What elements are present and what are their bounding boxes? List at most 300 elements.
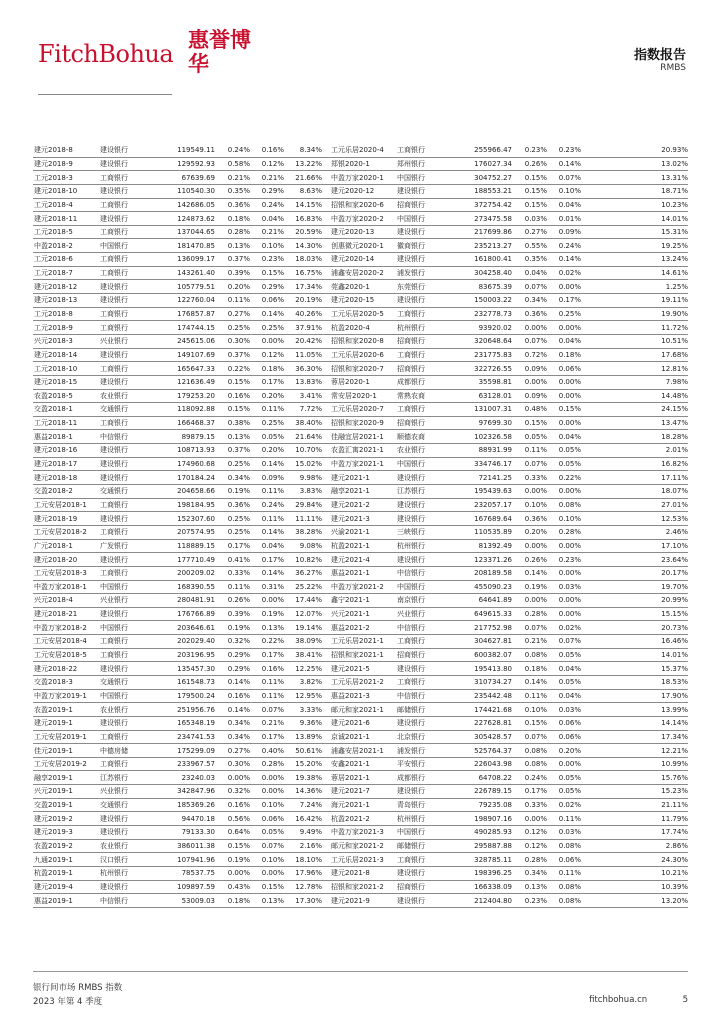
right-bank-name-cell: 建设银行 <box>396 785 456 799</box>
left-deal-name-cell: 中盈万家2019-1 <box>33 689 99 703</box>
right-balance-cell: 81392.49 <box>456 539 512 553</box>
right-rate-a-cell: 0.33% <box>512 798 547 812</box>
left-rate-b-cell: 0.18% <box>250 362 284 376</box>
left-bank-name-cell: 杭州银行 <box>99 866 159 880</box>
left-bank-name-cell: 广发银行 <box>99 539 159 553</box>
left-bank-name-cell: 中国银行 <box>99 580 159 594</box>
right-bank-name-cell: 建设银行 <box>396 294 456 308</box>
right-bank-name-cell: 中国银行 <box>396 580 456 594</box>
right-balance-cell: 304258.40 <box>456 266 512 280</box>
left-balance-cell: 143261.40 <box>159 266 215 280</box>
page-number: 5 <box>682 995 688 1005</box>
right-balance-cell: 110535.89 <box>456 525 512 539</box>
left-deal-name-cell: 工元2018-11 <box>33 416 99 430</box>
left-bank-name-cell: 兴业银行 <box>99 785 159 799</box>
left-rate-c-cell: 17.34% <box>284 280 322 294</box>
left-rate-b-cell: 0.14% <box>250 457 284 471</box>
right-rate-b-cell: 0.00% <box>547 321 581 335</box>
right-balance-cell: 64641.89 <box>456 594 512 608</box>
right-rate-b-cell: 0.02% <box>547 798 581 812</box>
left-bank-name-cell: 建设银行 <box>99 294 159 308</box>
left-bank-name-cell: 中信银行 <box>99 894 159 908</box>
right-rate-b-cell: 0.11% <box>547 812 581 826</box>
right-deal-name-cell: 蓉居2020-1 <box>330 375 396 389</box>
left-deal-name-cell: 建元2018-14 <box>33 348 99 362</box>
right-rate-b-cell: 0.04% <box>547 430 581 444</box>
column-gap <box>322 880 330 894</box>
left-deal-name-cell: 建元2018-16 <box>33 444 99 458</box>
right-rate-b-cell: 0.08% <box>547 839 581 853</box>
left-deal-name-cell: 建元2019-1 <box>33 716 99 730</box>
right-rate-b-cell: 0.10% <box>547 512 581 526</box>
left-bank-name-cell: 兴业银行 <box>99 594 159 608</box>
right-balance-cell: 235442.48 <box>456 689 512 703</box>
left-bank-name-cell: 农业银行 <box>99 389 159 403</box>
right-rate-a-cell: 0.72% <box>512 348 547 362</box>
left-balance-cell: 185369.26 <box>159 798 215 812</box>
table-row <box>33 635 688 649</box>
left-balance-cell: 135457.30 <box>159 662 215 676</box>
right-deal-name-cell: 杭盈2020-4 <box>330 321 396 335</box>
right-rate-b-cell: 0.25% <box>547 307 581 321</box>
table-row <box>33 798 688 812</box>
left-bank-name-cell: 建设银行 <box>99 184 159 198</box>
right-rate-c-cell: 15.31% <box>581 225 688 239</box>
right-bank-name-cell: 平安银行 <box>396 757 456 771</box>
left-rate-b-cell: 0.23% <box>250 253 284 267</box>
left-bank-name-cell: 工商银行 <box>99 307 159 321</box>
right-rate-b-cell: 0.23% <box>547 144 581 157</box>
right-rate-a-cell: 0.08% <box>512 744 547 758</box>
right-rate-c-cell: 14.01% <box>581 212 688 226</box>
left-rate-a-cell: 0.16% <box>215 389 250 403</box>
right-deal-name-cell: 招银和家2020-6 <box>330 198 396 212</box>
right-balance-cell: 150003.22 <box>456 294 512 308</box>
right-bank-name-cell: 成都银行 <box>396 771 456 785</box>
table-row <box>33 785 688 799</box>
left-rate-b-cell: 0.10% <box>250 798 284 812</box>
right-rate-c-cell: 20.17% <box>581 566 688 580</box>
left-rate-b-cell: 0.40% <box>250 744 284 758</box>
right-bank-name-cell: 中信银行 <box>396 689 456 703</box>
right-deal-name-cell: 惠益2021-1 <box>330 566 396 580</box>
right-rate-b-cell: 0.09% <box>547 225 581 239</box>
left-rate-c-cell: 38.41% <box>284 648 322 662</box>
right-bank-name-cell: 建设银行 <box>396 553 456 567</box>
right-rate-a-cell: 0.55% <box>512 239 547 253</box>
left-rate-a-cell: 0.37% <box>215 348 250 362</box>
left-balance-cell: 105779.51 <box>159 280 215 294</box>
table-row <box>33 184 688 198</box>
left-balance-cell: 234741.53 <box>159 730 215 744</box>
left-rate-c-cell: 11.05% <box>284 348 322 362</box>
right-rate-c-cell: 1.25% <box>581 280 688 294</box>
right-rate-a-cell: 0.33% <box>512 471 547 485</box>
left-rate-c-cell: 20.42% <box>284 334 322 348</box>
left-deal-name-cell: 建元2018-18 <box>33 471 99 485</box>
left-deal-name-cell: 建元2018-19 <box>33 512 99 526</box>
left-bank-name-cell: 工商银行 <box>99 171 159 185</box>
left-balance-cell: 168390.55 <box>159 580 215 594</box>
left-rate-c-cell: 19.14% <box>284 621 322 635</box>
right-rate-b-cell: 0.03% <box>547 703 581 717</box>
left-deal-name-cell: 建元2018-8 <box>33 144 99 157</box>
left-rate-c-cell: 2.16% <box>284 839 322 853</box>
left-balance-cell: 149107.69 <box>159 348 215 362</box>
table-row <box>33 294 688 308</box>
left-rate-c-cell: 3.41% <box>284 389 322 403</box>
right-balance-cell: 212404.80 <box>456 894 512 908</box>
right-deal-name-cell: 建元2021-2 <box>330 498 396 512</box>
right-deal-name-cell: 郑银2020-1 <box>330 157 396 171</box>
left-deal-name-cell: 中盈2018-2 <box>33 239 99 253</box>
right-bank-name-cell: 招商银行 <box>396 880 456 894</box>
left-rate-b-cell: 0.16% <box>250 662 284 676</box>
column-gap <box>322 566 330 580</box>
right-deal-name-cell: 中盈万家2021-2 <box>330 580 396 594</box>
right-balance-cell: 123371.26 <box>456 553 512 567</box>
right-balance-cell: 455090.23 <box>456 580 512 594</box>
left-balance-cell: 137044.65 <box>159 225 215 239</box>
right-rate-b-cell: 0.05% <box>547 648 581 662</box>
left-rate-a-cell: 0.19% <box>215 485 250 499</box>
table-row <box>33 866 688 880</box>
right-rate-a-cell: 0.19% <box>512 580 547 594</box>
right-bank-name-cell: 青岛银行 <box>396 798 456 812</box>
table-row <box>33 144 688 157</box>
right-deal-name-cell: 建元2021-3 <box>330 512 396 526</box>
right-rate-c-cell: 17.90% <box>581 689 688 703</box>
right-rate-b-cell: 0.17% <box>547 294 581 308</box>
right-bank-name-cell: 徽商银行 <box>396 239 456 253</box>
left-balance-cell: 200209.02 <box>159 566 215 580</box>
left-rate-a-cell: 0.15% <box>215 403 250 417</box>
left-rate-a-cell: 0.13% <box>215 430 250 444</box>
left-balance-cell: 181470.85 <box>159 239 215 253</box>
left-rate-b-cell: 0.14% <box>250 525 284 539</box>
right-deal-name-cell: 建元2020-14 <box>330 253 396 267</box>
left-deal-name-cell: 惠益2018-1 <box>33 430 99 444</box>
column-gap <box>322 430 330 444</box>
left-bank-name-cell: 工商银行 <box>99 648 159 662</box>
table-row <box>33 362 688 376</box>
right-rate-c-cell: 14.01% <box>581 648 688 662</box>
right-bank-name-cell: 邮储银行 <box>396 839 456 853</box>
column-gap <box>322 198 330 212</box>
right-deal-name-cell: 蓉居2021-1 <box>330 771 396 785</box>
left-rate-a-cell: 0.00% <box>215 866 250 880</box>
left-deal-name-cell: 融享2019-1 <box>33 771 99 785</box>
left-rate-c-cell: 21.64% <box>284 430 322 444</box>
left-rate-a-cell: 0.33% <box>215 566 250 580</box>
right-deal-name-cell: 工元乐居2021-1 <box>330 635 396 649</box>
right-balance-cell: 217699.86 <box>456 225 512 239</box>
left-bank-name-cell: 建设银行 <box>99 826 159 840</box>
right-balance-cell: 83675.39 <box>456 280 512 294</box>
right-deal-name-cell: 工元乐居2020-7 <box>330 403 396 417</box>
left-rate-a-cell: 0.56% <box>215 812 250 826</box>
left-rate-a-cell: 0.39% <box>215 266 250 280</box>
table-row <box>33 662 688 676</box>
left-rate-b-cell: 0.20% <box>250 389 284 403</box>
left-rate-c-cell: 50.61% <box>284 744 322 758</box>
right-rate-b-cell: 0.06% <box>547 716 581 730</box>
right-rate-a-cell: 0.17% <box>512 785 547 799</box>
right-deal-name-cell: 佳融宜居2021-1 <box>330 430 396 444</box>
left-rate-a-cell: 0.17% <box>215 539 250 553</box>
right-rate-a-cell: 0.11% <box>512 444 547 458</box>
right-deal-name-cell: 兴元2021-1 <box>330 607 396 621</box>
right-rate-a-cell: 0.18% <box>512 662 547 676</box>
left-rate-c-cell: 9.36% <box>284 716 322 730</box>
right-balance-cell: 334746.17 <box>456 457 512 471</box>
right-bank-name-cell: 工商银行 <box>396 348 456 362</box>
left-rate-b-cell: 0.25% <box>250 321 284 335</box>
left-rate-c-cell: 19.38% <box>284 771 322 785</box>
left-rate-b-cell: 0.00% <box>250 866 284 880</box>
left-rate-b-cell: 0.17% <box>250 553 284 567</box>
right-rate-c-cell: 24.15% <box>581 403 688 417</box>
column-gap <box>322 839 330 853</box>
left-rate-b-cell: 0.25% <box>250 416 284 430</box>
right-deal-name-cell: 工元乐居2021-2 <box>330 675 396 689</box>
left-balance-cell: 67639.69 <box>159 171 215 185</box>
right-rate-c-cell: 20.93% <box>581 144 688 157</box>
right-rate-b-cell: 0.10% <box>547 184 581 198</box>
right-bank-name-cell: 中信银行 <box>396 621 456 635</box>
column-gap <box>322 648 330 662</box>
right-balance-cell: 64708.22 <box>456 771 512 785</box>
left-deal-name-cell: 工元2018-3 <box>33 171 99 185</box>
right-rate-b-cell: 0.04% <box>547 662 581 676</box>
left-rate-b-cell: 0.11% <box>250 512 284 526</box>
left-bank-name-cell: 工商银行 <box>99 266 159 280</box>
left-deal-name-cell: 工元安居2018-2 <box>33 525 99 539</box>
right-balance-cell: 131007.31 <box>456 403 512 417</box>
footer-report-name: 银行间市场 RMBS 指数 <box>33 983 123 993</box>
right-bank-name-cell: 浦发银行 <box>396 744 456 758</box>
left-rate-a-cell: 0.14% <box>215 703 250 717</box>
left-deal-name-cell: 工元安居2019-1 <box>33 730 99 744</box>
left-bank-name-cell: 中国银行 <box>99 689 159 703</box>
right-rate-c-cell: 10.39% <box>581 880 688 894</box>
column-gap <box>322 539 330 553</box>
table-row <box>33 675 688 689</box>
right-balance-cell: 226789.15 <box>456 785 512 799</box>
left-balance-cell: 176766.89 <box>159 607 215 621</box>
right-rate-b-cell: 0.24% <box>547 239 581 253</box>
column-gap <box>322 771 330 785</box>
column-gap <box>322 703 330 717</box>
column-gap <box>322 675 330 689</box>
right-balance-cell: 93920.02 <box>456 321 512 335</box>
table-row <box>33 307 688 321</box>
left-bank-name-cell: 中信银行 <box>99 430 159 444</box>
left-rate-b-cell: 0.00% <box>250 785 284 799</box>
left-deal-name-cell: 建元2018-9 <box>33 157 99 171</box>
table-row <box>33 607 688 621</box>
right-bank-name-cell: 招商银行 <box>396 648 456 662</box>
right-rate-b-cell: 0.06% <box>547 362 581 376</box>
table-row <box>33 198 688 212</box>
right-balance-cell: 232057.17 <box>456 498 512 512</box>
left-balance-cell: 107941.96 <box>159 853 215 867</box>
right-rate-a-cell: 0.08% <box>512 757 547 771</box>
right-rate-a-cell: 0.28% <box>512 853 547 867</box>
right-balance-cell: 35598.81 <box>456 375 512 389</box>
right-bank-name-cell: 建设银行 <box>396 716 456 730</box>
left-balance-cell: 89879.15 <box>159 430 215 444</box>
right-balance-cell: 304627.81 <box>456 635 512 649</box>
right-balance-cell: 102326.58 <box>456 430 512 444</box>
left-rate-b-cell: 0.09% <box>250 471 284 485</box>
right-rate-c-cell: 11.72% <box>581 321 688 335</box>
table-row <box>33 430 688 444</box>
right-balance-cell: 295887.88 <box>456 839 512 853</box>
right-balance-cell: 167689.64 <box>456 512 512 526</box>
left-rate-a-cell: 0.21% <box>215 171 250 185</box>
right-bank-name-cell: 杭州银行 <box>396 321 456 335</box>
table-row <box>33 826 688 840</box>
right-rate-c-cell: 15.76% <box>581 771 688 785</box>
right-rate-c-cell: 16.82% <box>581 457 688 471</box>
left-rate-b-cell: 0.00% <box>250 594 284 608</box>
right-balance-cell: 227628.81 <box>456 716 512 730</box>
left-rate-b-cell: 0.07% <box>250 839 284 853</box>
right-bank-name-cell: 工商银行 <box>396 307 456 321</box>
right-rate-c-cell: 17.34% <box>581 730 688 744</box>
left-balance-cell: 152307.60 <box>159 512 215 526</box>
left-bank-name-cell: 工商银行 <box>99 416 159 430</box>
left-deal-name-cell: 工元安居2018-1 <box>33 498 99 512</box>
right-rate-a-cell: 0.15% <box>512 184 547 198</box>
left-rate-b-cell: 0.10% <box>250 239 284 253</box>
right-rate-c-cell: 12.53% <box>581 512 688 526</box>
left-bank-name-cell: 建设银行 <box>99 444 159 458</box>
right-deal-name-cell: 中盈万家2021-3 <box>330 826 396 840</box>
right-rate-c-cell: 12.21% <box>581 744 688 758</box>
right-rate-c-cell: 13.02% <box>581 157 688 171</box>
left-rate-b-cell: 0.17% <box>250 375 284 389</box>
right-rate-c-cell: 24.30% <box>581 853 688 867</box>
right-deal-name-cell: 浦鑫安居2020-2 <box>330 266 396 280</box>
right-bank-name-cell: 浦发银行 <box>396 266 456 280</box>
right-deal-name-cell: 邮元和家2021-2 <box>330 839 396 853</box>
left-rate-a-cell: 0.27% <box>215 307 250 321</box>
left-rate-c-cell: 7.24% <box>284 798 322 812</box>
left-bank-name-cell: 建设银行 <box>99 375 159 389</box>
left-rate-b-cell: 0.15% <box>250 880 284 894</box>
left-rate-a-cell: 0.15% <box>215 839 250 853</box>
right-balance-cell: 322726.55 <box>456 362 512 376</box>
left-balance-cell: 121636.49 <box>159 375 215 389</box>
left-deal-name-cell: 佳元2019-1 <box>33 744 99 758</box>
left-rate-b-cell: 0.21% <box>250 716 284 730</box>
right-rate-a-cell: 0.14% <box>512 675 547 689</box>
left-rate-c-cell: 9.98% <box>284 471 322 485</box>
left-rate-b-cell: 0.13% <box>250 894 284 908</box>
left-deal-name-cell: 九通2019-1 <box>33 853 99 867</box>
right-rate-b-cell: 0.01% <box>547 212 581 226</box>
left-balance-cell: 136099.17 <box>159 253 215 267</box>
table-row <box>33 498 688 512</box>
table-row <box>33 839 688 853</box>
column-gap <box>322 607 330 621</box>
right-rate-b-cell: 0.07% <box>547 171 581 185</box>
right-rate-a-cell: 0.11% <box>512 689 547 703</box>
right-rate-c-cell: 10.23% <box>581 198 688 212</box>
column-gap <box>322 239 330 253</box>
left-rate-a-cell: 0.64% <box>215 826 250 840</box>
left-rate-b-cell: 0.17% <box>250 730 284 744</box>
left-rate-b-cell: 0.17% <box>250 648 284 662</box>
right-bank-name-cell: 建设银行 <box>396 894 456 908</box>
right-rate-a-cell: 0.00% <box>512 485 547 499</box>
left-balance-cell: 118889.15 <box>159 539 215 553</box>
right-rate-c-cell: 13.31% <box>581 171 688 185</box>
left-bank-name-cell: 建设银行 <box>99 716 159 730</box>
right-deal-name-cell: 工元乐居2021-3 <box>330 853 396 867</box>
right-balance-cell: 226043.98 <box>456 757 512 771</box>
left-bank-name-cell: 农业银行 <box>99 703 159 717</box>
left-bank-name-cell: 建设银行 <box>99 144 159 157</box>
table-row <box>33 744 688 758</box>
right-balance-cell: 235213.27 <box>456 239 512 253</box>
left-deal-name-cell: 建元2018-15 <box>33 375 99 389</box>
left-rate-c-cell: 12.78% <box>284 880 322 894</box>
right-deal-name-cell: 建元2021-5 <box>330 662 396 676</box>
right-rate-a-cell: 0.00% <box>512 539 547 553</box>
right-deal-name-cell: 建元2021-1 <box>330 471 396 485</box>
table-row <box>33 348 688 362</box>
left-bank-name-cell: 建设银行 <box>99 880 159 894</box>
column-gap <box>322 635 330 649</box>
left-balance-cell: 129592.93 <box>159 157 215 171</box>
right-bank-name-cell: 邮储银行 <box>396 703 456 717</box>
left-rate-a-cell: 0.34% <box>215 730 250 744</box>
column-gap <box>322 294 330 308</box>
right-deal-name-cell: 安鑫2021-1 <box>330 757 396 771</box>
left-bank-name-cell: 农业银行 <box>99 839 159 853</box>
right-balance-cell: 161800.41 <box>456 253 512 267</box>
right-deal-name-cell: 招银和家2021-1 <box>330 648 396 662</box>
right-rate-b-cell: 0.05% <box>547 771 581 785</box>
left-rate-a-cell: 0.19% <box>215 621 250 635</box>
right-bank-name-cell: 中国银行 <box>396 826 456 840</box>
table-row <box>33 389 688 403</box>
right-rate-b-cell: 0.00% <box>547 485 581 499</box>
right-deal-name-cell: 惠益2021-2 <box>330 621 396 635</box>
left-deal-name-cell: 工元安居2018-5 <box>33 648 99 662</box>
column-gap <box>322 457 330 471</box>
right-rate-b-cell: 0.00% <box>547 539 581 553</box>
left-rate-c-cell: 3.83% <box>284 485 322 499</box>
left-deal-name-cell: 广元2018-1 <box>33 539 99 553</box>
left-rate-c-cell: 16.75% <box>284 266 322 280</box>
right-deal-name-cell: 中盈万家2020-2 <box>330 212 396 226</box>
left-rate-b-cell: 0.15% <box>250 266 284 280</box>
right-rate-c-cell: 15.37% <box>581 662 688 676</box>
left-rate-c-cell: 21.66% <box>284 171 322 185</box>
left-deal-name-cell: 中盈万家2018-2 <box>33 621 99 635</box>
table-row <box>33 812 688 826</box>
left-rate-b-cell: 0.10% <box>250 853 284 867</box>
right-balance-cell: 208189.58 <box>456 566 512 580</box>
column-gap <box>322 334 330 348</box>
right-rate-a-cell: 0.08% <box>512 648 547 662</box>
column-gap <box>322 444 330 458</box>
table-row <box>33 539 688 553</box>
